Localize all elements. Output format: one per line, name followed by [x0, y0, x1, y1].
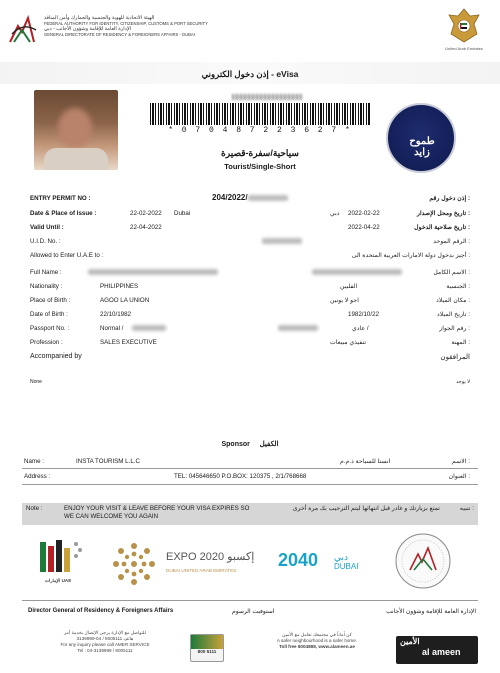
amer-service-logo [190, 634, 224, 662]
profession-label: Profession : [30, 339, 63, 346]
badge-line2: زايد [414, 147, 430, 158]
issue-label-ar: تاريخ ومحل الإصدار : [417, 210, 470, 217]
amer-service-number: 800 5111 [197, 649, 217, 654]
badge-line1: طموح [409, 136, 435, 147]
uae-brand-label [38, 578, 78, 584]
expo-subtitle: DUBAI UNITED ARAB EMIRATES [166, 568, 237, 573]
dob-label-ar: تاريخ الميلاد : [437, 311, 470, 318]
sponsor-address-value: TEL: 045646650 P.O.BOX: 120375 , 2/1/768668 [174, 473, 307, 480]
sponsor-name-label: Name : [24, 458, 44, 465]
issue-place-ar: دبي [330, 210, 340, 217]
sponsor-name-label-ar: الاسم : [451, 458, 470, 465]
uid-label-ar: الرقم الموحد : [433, 238, 470, 245]
alameen-logo [396, 636, 478, 664]
sponsor-address-row [24, 473, 470, 483]
entry-permit-label-ar: إذن دخول رقم : [429, 195, 470, 202]
entry-permit-value: 204/2022/ [212, 193, 288, 202]
valid-until-label-ar: تاريخ صلاحية الدخول : [414, 224, 470, 231]
dubai-2040-name: DUBAI [334, 562, 359, 571]
pob-row [30, 297, 470, 307]
sponsor-divider-1 [22, 468, 478, 469]
accompanied-label: Accompanied by [30, 353, 82, 360]
profession-value: SALES EXECUTIVE [100, 339, 157, 346]
uae-brand-en: UAE [61, 578, 72, 583]
expo-title-ar: إكسبو [227, 551, 255, 563]
passport-type: Normal / [100, 325, 124, 332]
passport-label: Passport No. : [30, 325, 70, 332]
alameen-message-ar: كن أماناً في مجتمعك تعامل مع الأمين [282, 632, 352, 637]
barcode [150, 103, 370, 125]
amer-contact [50, 630, 160, 654]
allowed-label: Allowed to Enter U.A.E to : [30, 252, 104, 259]
photo-face-blurred [58, 108, 92, 148]
uae-emblem-icon [446, 6, 482, 46]
sponsor-title [0, 440, 500, 448]
note-label-ar: تنبيه : [459, 505, 474, 512]
accompanied-value-ar: لا يوجد [456, 379, 470, 385]
pob-label-ar: مكان الميلاد : [436, 297, 470, 304]
pob-label: Place of Birth : [30, 297, 71, 304]
full-name-redacted [88, 269, 218, 275]
issue-row [30, 210, 470, 220]
sponsor-name-value-ar: انستا للسياحة ذ.م.م [340, 458, 391, 465]
visa-type-en: Tourist/Single-Short [224, 162, 296, 171]
dob-value-ar: 1982/10/22 [348, 311, 379, 318]
uid-row [30, 238, 470, 248]
nationality-row [30, 283, 470, 293]
amer-contact-ar: للتواصل مع الإدارة يرجى الإتصال بخدمة آمر [64, 630, 146, 635]
allowed-row [30, 252, 470, 262]
dob-row [30, 311, 470, 321]
authority-name-en: FEDERAL AUTHORITY FOR IDENTITY, CITIZENSHIP, CUSTOMS & PORT SECURITY [44, 21, 208, 27]
valid-until-row [30, 224, 470, 234]
dubai-2040-ar: دبي [334, 552, 349, 562]
full-name-label: Full Name : [30, 269, 62, 276]
entry-permit-row [30, 195, 470, 205]
sponsor-title-ar: الكفيل [259, 441, 279, 448]
entry-permit-label: ENTRY PERMIT NO : [30, 195, 91, 202]
accompanied-row [30, 353, 470, 363]
visa-type-ar: سياحية/سفرة-قصيرة [221, 148, 299, 158]
dubai-2040-logo [278, 550, 358, 571]
profession-value-ar: تنفيذي مبيعات [330, 339, 367, 346]
expo-title [166, 550, 266, 563]
emblem-caption: United Arab Emirates [445, 46, 483, 51]
amer-contact-en: For any inquiry please call AMER SERVICE [60, 642, 150, 647]
dob-value: 22/10/1982 [100, 311, 131, 318]
alameen-brand-en: al ameen [422, 647, 461, 657]
redacted-code [232, 94, 302, 100]
passport-number-redacted [132, 325, 166, 331]
document-title: إذن دخول الكتروني - eVisa [201, 69, 299, 79]
authority-name-ar: الهيئة الاتحادية للهوية والجنسية والجمارك وأمن المنافذ [44, 15, 155, 21]
accompanied-label-ar: المرافقون [440, 354, 470, 361]
badge-text [394, 136, 450, 158]
alameen-message-en: A safer neighbourhood is a safer home. [276, 638, 358, 643]
expo-2020-emblem-icon [110, 540, 158, 588]
issue-label: Date & Place of Issue : [30, 210, 97, 217]
accompanied-value-row [30, 379, 470, 389]
gdrfa-seal-icon [394, 532, 452, 590]
passport-label-ar: رقم الجواز : [439, 325, 470, 332]
alameen-tel: Toll free 8004888, www.alameen.ae [279, 644, 355, 649]
issue-place: Dubai [174, 210, 191, 217]
amer-contact-en2: Tel : 04-3139999 / 8005111 [77, 648, 133, 653]
photo-shirt [44, 148, 108, 170]
profession-row [30, 339, 470, 349]
sponsor-address-label: Address : [24, 473, 51, 480]
authority-logo-icon [8, 12, 38, 46]
directorate-name-ar: الإدارة العامة للإقامة وشؤون الأجانب - دبي [44, 25, 132, 32]
profession-label-ar: المهنة : [451, 339, 470, 346]
holder-photo [34, 90, 118, 170]
pob-value: AGOO LA UNION [100, 297, 150, 304]
sponsor-title-en: Sponsor [221, 441, 250, 448]
note-text: ENJOY YOUR VISIT & LEAVE BEFORE YOUR VISA EXPIRES SO WE CAN WELCOME YOU AGAIN [64, 505, 250, 520]
full-name-label-ar: الاسم الكامل : [433, 269, 470, 276]
nationality-label: Nationality : [30, 283, 63, 290]
nationality-value: PHILIPPINES [100, 283, 139, 290]
sponsor-divider-2 [22, 484, 478, 485]
alameen-brand-ar: الأمين [400, 637, 420, 646]
sponsor-name-row [24, 458, 470, 468]
barcode-number: * 0 7 0 4 8 7 2 2 3 6 2 7 * [168, 126, 352, 135]
uae-brand-ar: الإمارات [44, 578, 61, 583]
valid-until-label: Valid Until : [30, 224, 64, 231]
uid-value-redacted [262, 238, 302, 244]
footer-divider [22, 600, 478, 601]
amer-contact-ar2: هاتف 8005111 / 04-3139999 [76, 636, 134, 641]
pob-value-ar: اجو لا يونين [330, 297, 359, 304]
nationality-label-ar: الجنسية : [446, 283, 470, 290]
directorate-name-en: GENERAL DIRECTORATE OF RESIDENCY & FOREIGNERS AFFAIRS - DUBAI [44, 32, 195, 38]
expo-title-en: EXPO 2020 [166, 551, 225, 563]
nationality-value-ar: الفلبين [340, 283, 358, 290]
valid-until-value: 22-04-2022 [130, 224, 162, 231]
allowed-label-ar: أجيز بدخول دولة الامارات العربية المتحدة الى : [351, 252, 470, 259]
passport-type-ar: عادي / [352, 325, 369, 332]
alameen-message [244, 632, 390, 650]
issue-date: 22-02-2022 [130, 210, 162, 217]
passport-row [30, 325, 470, 335]
accompanied-value: None [30, 379, 42, 385]
issue-date-ar: 2022-02-22 [348, 210, 380, 217]
dg-title-ar: الإدارة العامة للإقامة وشؤون الأجانب [386, 609, 476, 615]
full-name-row [30, 269, 470, 279]
sponsor-address-label-ar: العنوان : [448, 473, 470, 480]
dubai-2040-number: 2040 [278, 550, 319, 570]
full-name-ar-redacted [312, 269, 402, 275]
dob-label: Date of Birth : [30, 311, 68, 318]
sponsor-name-value: INSTA TOURISM L.L.C [76, 458, 140, 465]
uid-label: U.I.D. No. : [30, 238, 61, 245]
passport-number-ar-redacted [278, 325, 318, 331]
note-label: Note : [26, 505, 43, 512]
note-text-ar: تمتع بزيارتك و غادر قبل انتهائها ليتم الترحيب بك مرة أخرى [292, 505, 440, 512]
valid-until-value-ar: 2022-04-22 [348, 224, 380, 231]
authority-header-text [44, 16, 219, 38]
fees-paid-ar: استوفيت الرسوم [232, 609, 275, 615]
dg-title-en: Director General of Residency & Foreigners Affairs [28, 608, 174, 614]
